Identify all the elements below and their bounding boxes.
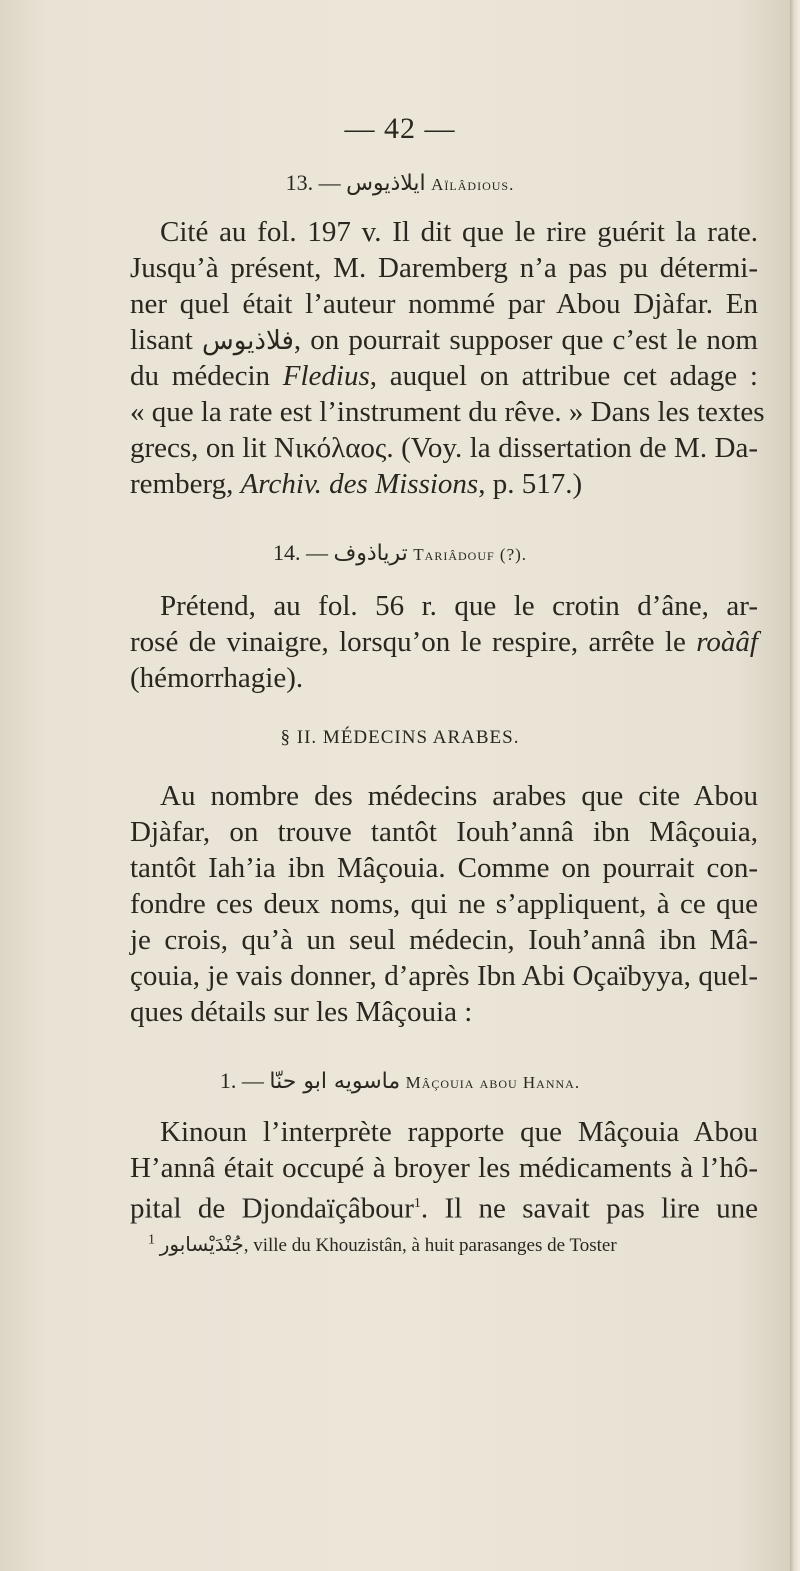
footnote-text: , ville du Khouzistân, à huit parasanges de Toster [243,1235,617,1256]
footnote [148,1232,760,1257]
line-start: rosé de vinaigre, lorsqu’on le respire, arrête le [130,626,686,658]
word-lisant: lisant [130,324,193,356]
line-start: pital de Djondaïçâbour [130,1192,414,1225]
entry-arabic-name: ايلاذيوس [346,171,426,196]
italic-word: roàâf [696,626,758,658]
text-line: ques détails sur les Mâçouia : [130,996,473,1028]
text-line: tantôt Iah’ia ibn Mâçouia. Comme on pourrait con- [130,852,758,884]
text-line: ner quel était l’auteur nommé par Abou Djàfar. En [130,288,758,320]
text-line: Djàfar, on trouve tantôt Iouh’annâ ibn Mâçouia, [130,816,758,848]
footnote-marker: 1 [148,1232,155,1248]
text-line: Prétend, au fol. 56 r. que le crotin d’âne, ar- [160,590,758,622]
line-rest: . Il ne savait pas lire une [420,1192,759,1225]
text-line: Jusqu’à présent, M. Daremberg n’a pas pu détermi- [130,252,758,284]
entry-number: 1. — [219,1068,264,1093]
text-line: (hémorrhagie). [130,662,304,694]
text-line-mixed: remberg, Archiv. des Missions, p. 517.) [130,468,583,500]
entry-transliteration: Mâçouia abou Hanna. [405,1073,581,1092]
text-line: H’annâ était occupé à broyer les médicaments à l’hô- [130,1152,758,1184]
text-line: çouia, je vais donner, d’après Ibn Abi Oçaïbyya, quel- [130,960,758,992]
page-edge-shadow [790,0,800,1571]
entry-number: 13. — [285,170,341,195]
text-line: Cité au fol. 197 v. Il dit que le rire guérit la rate. [160,216,758,248]
text-line-mixed: du médecin Fledius, auquel on attribue cet adage : [130,360,758,392]
section-heading: § II. MÉDECINS ARABES. [280,727,520,748]
italic-title: Archiv. des Missions [240,468,479,500]
text-line: Kinoun l’interprète rapporte que Mâçouia Abou [160,1116,758,1148]
text-line: grecs, on lit Νικόλαος. (Voy. la dissertation de M. Da- [130,432,758,464]
entry-heading-14 [0,540,800,566]
entry-heading-13 [0,170,800,196]
footnote-reference[interactable]: 1 [413,1196,421,1211]
text-line: Au nombre des médecins arabes que cite Abou [160,780,758,812]
text-line-mixed [130,1187,758,1226]
text-line: fondre ces deux noms, qui ne s’appliquent, à ce que [130,888,758,920]
footnote-arabic: جُنْدَيْسابور [159,1232,244,1256]
arabic-word: فلاذيوس [201,326,294,356]
entry-transliteration: Tariâdouf (?). [413,545,528,564]
entry-arabic-name: ترياذوف [333,541,408,566]
entry-heading-1 [0,1068,800,1094]
page-number: — 42 — [344,112,456,145]
text-line: « que la rate est l’instrument du rêve. » Dans les textes [130,396,765,428]
line-rest: , on pourrait supposer que c’est le nom [293,324,758,356]
text-line-mixed [130,323,758,358]
entry-number: 14. — [272,540,328,565]
text-line: je crois, qu’à un seul médecin, Iouh’annâ ibn Mâ- [130,924,758,956]
entry-transliteration: Aïlâdious. [431,175,515,194]
entry-arabic-name: ماسويه ابو حنّا [269,1069,401,1094]
italic-name: Fledius [282,360,370,392]
text-line-mixed [130,625,758,659]
